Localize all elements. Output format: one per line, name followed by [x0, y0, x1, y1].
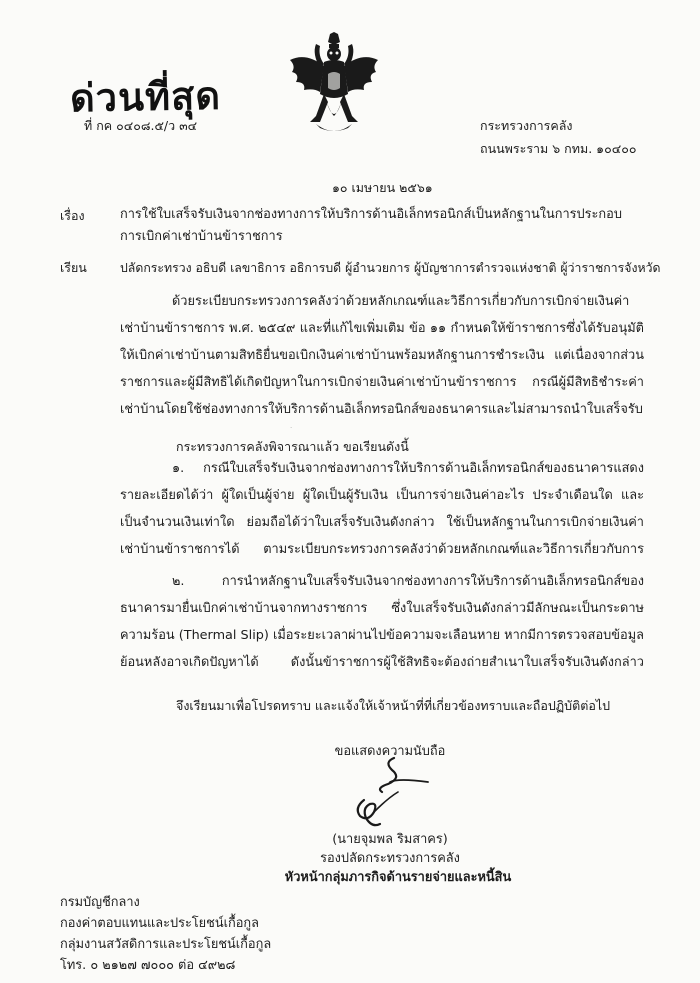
garuda-emblem-icon [286, 32, 382, 138]
document-date: ๑๐ เมษายน ๒๕๖๑ [332, 180, 433, 195]
footer-contact [60, 892, 271, 976]
ministry-address: ถนนพระราม ๖ กทม. ๑๐๔๐๐ [480, 141, 637, 156]
handwritten-signature [336, 752, 446, 832]
recipient-label: เรียน [60, 260, 87, 275]
document-number: ที่ กค ๐๔๐๘.๕/ว ๓๔ [84, 118, 198, 133]
footer-group: กลุ่มงานสวัสดิการและประโยชน์เกื้อกูล [60, 937, 272, 952]
subject-label: เรื่อง [60, 208, 85, 223]
regards-line: ขอแสดงความนับถือ [334, 744, 446, 759]
recipient-text: ปลัดกระทรวง อธิบดี เลขาธิการ อธิการบดี ผู้อำนวยการ ผู้บัญชาการตำรวจแห่งชาติ ผู้ว่าราชการจังหวัด [120, 261, 661, 275]
footer-division: กองค่าตอบแทนและประโยชน์เกื้อกูล [60, 916, 260, 931]
closing-line: จึงเรียนมาเพื่อโปรดทราบ และแจ้งให้เจ้าหน้าที่ที่เกี่ยวข้องทราบและถือปฏิบัติต่อไป [176, 698, 611, 713]
item-1-paragraph: ๑. กรณีใบเสร็จรับเงินจากช่องทางการให้บริการด้านอิเล็กทรอนิกส์ของธนาคารแสดงรายละเอียดได้ว่า ผู้ใดเป็นผู้จ่าย ผู้ใดเป็นผู้รับเงิน เป็นการจ่ายเงินค่าอะไร ประจำเดือนใด และเป็นจำนวนเงินเท่าใด ย่อมถือได้ว่าใบเสร็จรับเงินดังกล่าว ใช้เป็นหลักฐานในการเบิกจ่ายเงินค่าเช่าบ้านข้าราชการได้ ตามระเบียบกระทรวงการคลังว่าด้วยหลักเกณฑ์และวิธีการเกี่ยวกับการ [120, 461, 644, 557]
footer-phone: โทร. ๐ ๒๑๒๗ ๗๐๐๐ ต่อ ๔๙๒๘ [60, 958, 236, 973]
subject-text: การใช้ใบเสร็จรับเงินจากช่องทางการให้บริการด้านอิเล็กทรอนิกส์เป็นหลักฐานในการประกอบการเบิกค่าเช่าบ้านข้าราชการ [120, 207, 622, 244]
ministry-name: กระทรวงการคลัง [480, 118, 573, 133]
considered-line: กระทรวงการคลังพิจารณาแล้ว ขอเรียนดังนี้ [176, 439, 409, 454]
item-2-paragraph: ๒. การนำหลักฐานใบเสร็จรับเงินจากช่องทางการให้บริการด้านอิเล็กทรอนิกส์ของธนาคารมายื่นเบิกค่าเช่าบ้านจากทางราชการ ซึ่งใบเสร็จรับเงินดังกล่าวมีลักษณะเป็นกระดาษความร้อน (Thermal Slip) เมื่อระยะเวลาผ่านไปข้อความจะเลือนหาย หากมีการตรวจสอบข้อมูลย้อนหลังอาจเกิดปัญหาได้ ดังนั้นข้าราชการผู้ใช้สิทธิจะต้องถ่ายสำเนาใบเสร็จรับเงินดังกล่าว [120, 574, 644, 670]
intro-paragraph: ด้วยระเบียบกระทรวงการคลังว่าด้วยหลักเกณฑ์และวิธีการเกี่ยวกับการเบิกจ่ายเงินค่าเช่าบ้านข้าราชการ พ.ศ. ๒๕๔๙ และที่แก้ไขเพิ่มเติม ข้อ ๑๑ กำหนดให้ข้าราชการซึ่งได้รับอนุมัติให้เบิกค่าเช่าบ้านตามสิทธิยื่นขอเบิกเงินค่าเช่าบ้านพร้อมหลักฐานการชำระเงิน แต่เนื่องจากส่วนราชการและผู้มีสิทธิได้เกิดปัญหาในการเบิกจ่ายเงินค่าเช่าบ้านข้าราชการ กรณีผู้มีสิทธิชำระค่าเช่าบ้านโดยใช้ช่องทางการให้บริการด้านอิเล็กทรอนิกส์ของธนาคารและไม่สามารถนำใบเสร็จรับ [120, 294, 644, 417]
urgency-heading: ด่วนที่สุด [69, 72, 222, 121]
signer-position-2: หัวหน้ากลุ่มภารกิจด้านรายจ่ายและหนี้สิน [284, 870, 512, 885]
footer-department: กรมบัญชีกลาง [60, 895, 140, 910]
signer-position-1: รองปลัดกระทรวงการคลัง [320, 851, 460, 866]
signer-name: (นายจุมพล ริมสาคร) [332, 832, 448, 847]
